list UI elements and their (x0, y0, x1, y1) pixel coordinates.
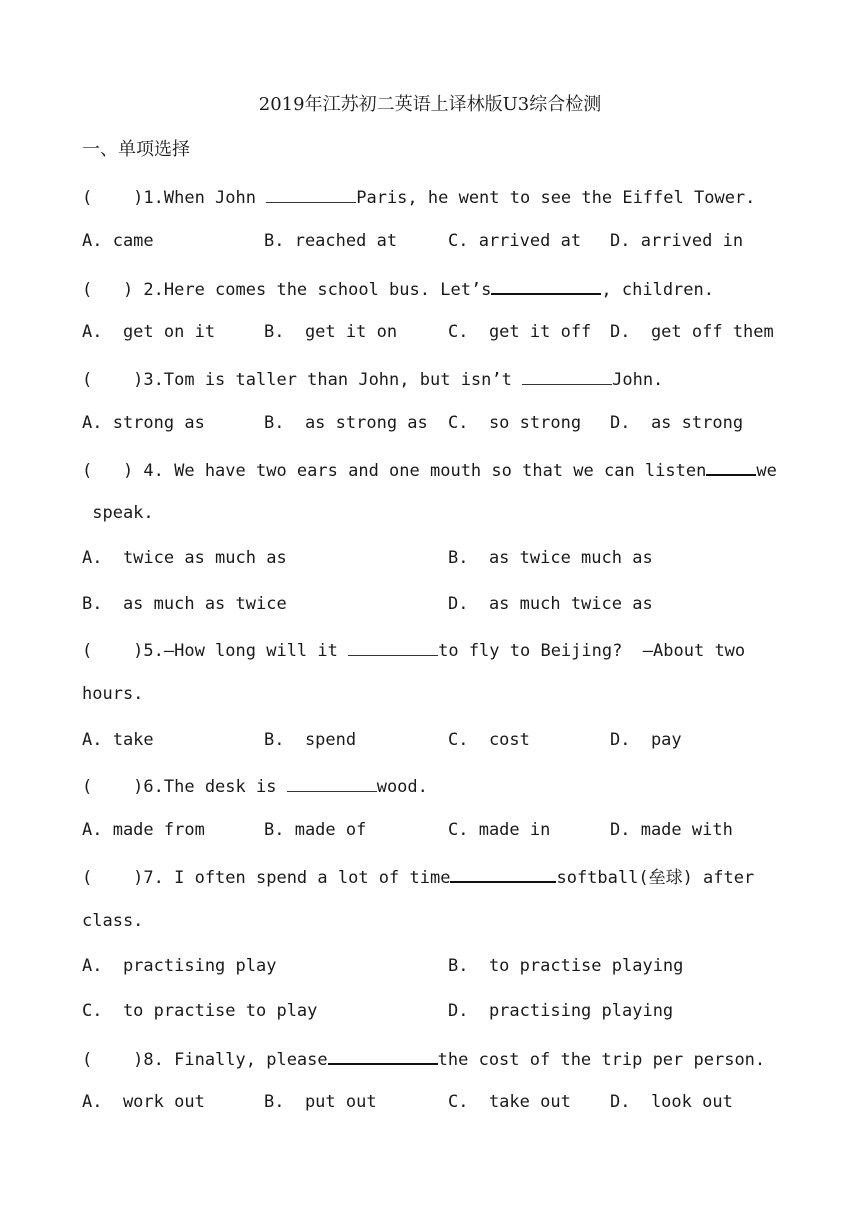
question-5-stem-continued: hours. (82, 684, 144, 704)
question-6-option-a: A. made from (82, 820, 205, 840)
question-4-option-b: B. as twice much as (448, 548, 653, 568)
question-2-option-d: D. get off them (610, 322, 774, 342)
question-4-option-d: D. as much twice as (448, 594, 653, 614)
question-6-blank (287, 773, 377, 792)
question-6-option-c: C. made in (448, 820, 551, 840)
question-3-option-a: A. strong as (82, 413, 205, 433)
question-4-text-b: we (756, 461, 777, 481)
question-3-text-b: John. (612, 370, 664, 390)
question-3-option-c: C. so strong (448, 413, 582, 433)
question-1-option-a: A. came (82, 231, 154, 251)
question-2-stem (82, 275, 714, 302)
question-8-text-a: ( )8. Finally, please (82, 1050, 328, 1070)
question-3-option-b: B. as strong as (264, 413, 428, 433)
question-2-text-b: , children. (601, 280, 714, 300)
question-4-blank (706, 456, 756, 476)
question-7-text-b: softball(垒球) after (556, 868, 755, 888)
question-8-option-d: D. look out (610, 1092, 733, 1112)
question-3-stem (82, 366, 663, 392)
question-2-option-c: C. get it off (448, 322, 592, 342)
question-8-option-c: C. take out (448, 1092, 571, 1112)
question-5-blank (348, 637, 438, 656)
question-2-text-a: ( ) 2.Here comes the school bus. Let’s (82, 280, 492, 300)
question-6-text-b: wood. (376, 777, 428, 797)
question-6-option-d: D. made with (610, 820, 733, 840)
question-7-stem-continued: class. (82, 911, 144, 931)
document-title: 2019年江苏初二英语上译林版U3综合检测 (258, 94, 602, 115)
question-5-stem (82, 637, 745, 663)
question-8-blank (328, 1045, 438, 1065)
question-5-option-c: C. cost (448, 730, 530, 750)
question-1-text-a: ( )1.When John (82, 188, 267, 208)
question-4-stem (82, 456, 777, 483)
question-1-blank (266, 184, 356, 203)
question-7-stem (82, 863, 754, 890)
question-7-blank (450, 863, 556, 883)
question-7-option-c: C. to practise to play (82, 1001, 318, 1021)
question-1-option-b: B. reached at (264, 231, 398, 251)
question-1-text-b: Paris, he went to see the Eiffel Tower. (356, 188, 756, 208)
question-8-option-b: B. put out (264, 1092, 377, 1112)
question-2-blank (491, 275, 601, 295)
question-1-stem (82, 184, 755, 210)
question-7-option-d: D. practising playing (448, 1001, 674, 1021)
question-2-option-b: B. get it on (264, 322, 398, 342)
question-5-text-b: to fly to Beijing? —About two (438, 641, 746, 661)
question-4-stem-continued: speak. (82, 503, 154, 523)
question-4-option-a: A. twice as much as (82, 548, 287, 568)
question-7-option-b: B. to practise playing (448, 956, 684, 976)
question-3-option-d: D. as strong (610, 413, 744, 433)
question-1-option-d: D. arrived in (610, 231, 744, 251)
question-5-option-b: B. spend (264, 730, 357, 750)
question-4-option-c: B. as much as twice (82, 594, 287, 614)
question-3-blank (522, 366, 612, 385)
question-5-option-d: D. pay (610, 730, 682, 750)
question-6-option-b: B. made of (264, 820, 367, 840)
question-8-text-b: the cost of the trip per person. (437, 1050, 766, 1070)
question-4-text-a: ( ) 4. We have two ears and one mouth so that we can listen (82, 461, 707, 481)
question-1-option-c: C. arrived at (448, 231, 582, 251)
question-8-option-a: A. work out (82, 1092, 205, 1112)
question-6-text-a: ( )6.The desk is (82, 777, 287, 797)
question-8-stem (82, 1045, 765, 1072)
question-2-option-a: A. get on it (82, 322, 216, 342)
question-3-text-a: ( )3.Tom is taller than John, but isn’t (82, 370, 523, 390)
question-5-text-a: ( )5.—How long will it (82, 641, 349, 661)
question-6-stem (82, 773, 428, 799)
section-heading: 一、单项选择 (82, 139, 190, 160)
question-5-option-a: A. take (82, 730, 154, 750)
question-7-option-a: A. practising play (82, 956, 277, 976)
question-7-text-a: ( )7. I often spend a lot of time (82, 868, 451, 888)
